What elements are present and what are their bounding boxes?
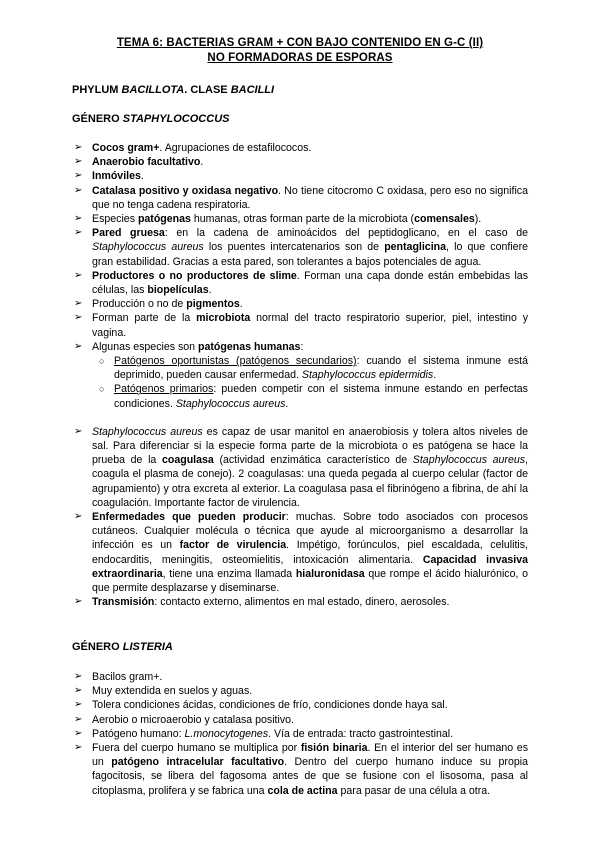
list-item: ➢ Aerobio o microaerobio y catalasa positivo. (74, 713, 294, 726)
arrow-bullet-icon: ➢ (74, 170, 83, 182)
genus-staphylococcus-heading: GÉNERO STAPHYLOCOCCUS (72, 113, 230, 125)
list-item: ➢ Anaerobio facultativo. (74, 156, 204, 169)
phylum-heading: PHYLUM BACILLOTA. CLASE BACILLI (72, 84, 275, 96)
arrow-bullet-icon: ➢ (74, 340, 83, 352)
list-item: ➢ Fuera del cuerpo humano se multiplica por fisión binaria. En el interior del ser humano es un patógeno intracelular facultativo. Dentro del cuerpo humano induce su propia fagocitosis, se libera del fagosoma antes de que se fusione con el lisosoma, pasa al citoplasma, prolifera y se fabrica una cola de actina para pasar de una célula a otra. (74, 742, 528, 797)
list-item: ➢ Enfermedades que pueden producir: muchas. Sobre todo asociados con procesos cutáneos. Cualquier molécula o técnica que ayude al microorganismo a desarrollar la infección es un factor de virulencia. Impétigo, forúnculos, piel escaldada, celulitis, endocarditis, meningitis, osteomielitis, intoxicación alimentaria. Capacidad invasiva extraordinaria, tiene una enzima llamada hialuronidasa que rompe el ácido hialurónico, o que permite desplazarse y diseminarse. (74, 511, 529, 595)
sub-list-item: ○ Patógenos primarios: pueden competir con el sistema inmune estando en perfectas condiciones. Staphylococcus aureus. (99, 383, 528, 410)
list-item: ➢ Transmisión: contacto externo, alimentos en mal estado, dinero, aerosoles. (74, 596, 450, 609)
arrow-bullet-icon: ➢ (74, 298, 83, 310)
list-item: ➢ Staphylococcus aureus es capaz de usar manitol en anaerobiosis y tolera altos niveles de sal. Para diferenciar si la especie forma parte de la microbiota o es patógena se hace la prueba de la coagulasa (actividad enzimática característico de Staphylococcus aureus, coagula el plasma de conejo). 2 coagulasas: una queda pegada al cuerpo celular (factor de agrupamiento) y otra excreta al exterior. La coagulasa pasa el fibrinógeno a fibrina, de ahí la coagulación. Importante factor de virulencia. (74, 425, 528, 509)
title-line-2: NO FORMADORAS DE ESPORAS (207, 52, 393, 64)
list-item: ➢ Inmóviles. (74, 170, 144, 183)
circle-bullet-icon: ○ (99, 356, 105, 367)
arrow-bullet-icon: ➢ (74, 142, 83, 153)
listeria-list (72, 670, 528, 798)
list-item: ➢ Catalasa positivo y oxidasa negativo. No tiene citocromo C oxidasa, pero eso no significa que no tenga cadena respiratoria. (74, 184, 528, 211)
title-line-1: TEMA 6: BACTERIAS GRAM + CON BAJO CONTENIDO EN G-C (II) (116, 37, 484, 49)
arrow-bullet-icon: ➢ (74, 671, 83, 682)
list-item: ➢ Pared gruesa: en la cadena de aminoácidos del peptidoglicano, en el caso de Staphylococcus aureus los puentes intercatenarios son de pentaglicina, lo que confiere gran estabilidad. Gracias a esta pared, son tolerantes a bajos potenciales de agua. (74, 227, 528, 268)
list-item: ➢ Productores o no productores de slime. Forman una capa donde están embebidas las células, las biopelículas. (74, 269, 528, 297)
list-item: ➢ Muy extendida en suelos y aguas. (74, 685, 253, 698)
list-item: ➢ Bacilos gram+. (74, 671, 163, 683)
arrow-bullet-icon: ➢ (74, 156, 83, 168)
arrow-bullet-icon: ➢ (74, 727, 83, 739)
arrow-bullet-icon: ➢ (74, 511, 83, 523)
list-item: ➢ Algunas especies son patógenas humanas: (74, 340, 304, 353)
staphylococcus-list (72, 141, 528, 610)
list-item: ➢ Especies patógenas humanas, otras forman parte de la microbiota (comensales). (74, 213, 482, 226)
list-item: ➢ Tolera condiciones ácidas, condiciones de frío, condiciones donde haya sal. (74, 699, 448, 712)
arrow-bullet-icon: ➢ (74, 685, 83, 697)
arrow-bullet-icon: ➢ (74, 213, 83, 225)
list-item: ➢ Cocos gram+. Agrupaciones de estafilococos. (74, 142, 312, 154)
arrow-bullet-icon: ➢ (74, 312, 83, 324)
arrow-bullet-icon: ➢ (74, 713, 83, 725)
circle-bullet-icon: ○ (99, 384, 105, 395)
arrow-bullet-icon: ➢ (74, 699, 83, 711)
list-item: ➢ Patógeno humano: L.monocytogenes. Vía de entrada: tracto gastrointestinal. (74, 727, 454, 740)
arrow-bullet-icon: ➢ (74, 742, 83, 754)
arrow-bullet-icon: ➢ (74, 184, 83, 196)
arrow-bullet-icon: ➢ (74, 227, 83, 239)
arrow-bullet-icon: ➢ (74, 596, 83, 608)
arrow-bullet-icon: ➢ (74, 269, 83, 281)
genus-listeria-heading: GÉNERO LISTERIA (72, 641, 173, 653)
spacer (72, 411, 528, 425)
list-item: ➢ Producción o no de pigmentos. (74, 298, 243, 311)
sub-list-item: ○ Patógenos oportunistas (patógenos secundarios): cuando el sistema inmune está deprimido, pueden causar enfermedad. Staphylococcus epidermidis. (99, 355, 528, 382)
list-item: ➢ Forman parte de la microbiota normal del tracto respiratorio superior, piel, intestino y vagina. (74, 312, 528, 339)
arrow-bullet-icon: ➢ (74, 425, 83, 437)
